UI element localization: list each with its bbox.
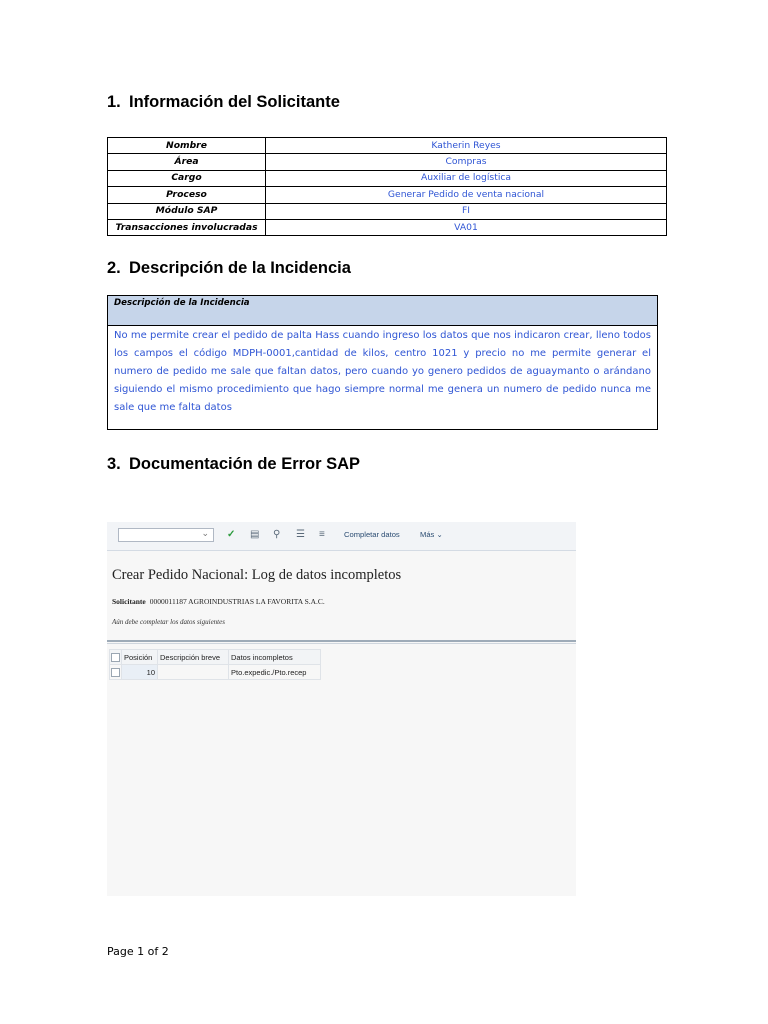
sap-solicitante [112, 597, 325, 606]
field-label-cargo: Cargo [108, 170, 266, 186]
list-icon[interactable]: ☰ [296, 529, 305, 540]
sap-divider-thin [107, 643, 576, 644]
table-row [108, 154, 667, 170]
field-value-area: Compras [266, 154, 667, 170]
section-1-number: 1. [107, 93, 121, 111]
chevron-down-icon: ⌄ [436, 530, 443, 539]
save-icon[interactable]: ▤ [250, 529, 260, 540]
field-label-area: Área [108, 154, 266, 170]
table-row [108, 219, 667, 235]
table-row [108, 203, 667, 219]
section-1-title: Información del Solicitante [129, 93, 340, 111]
column-header-descripcion[interactable]: Descripción breve [158, 650, 229, 665]
column-header-datos[interactable]: Datos incompletos [229, 650, 321, 665]
search-icon[interactable]: ⚲ [273, 529, 281, 540]
table-row [108, 138, 667, 154]
field-label-modulo: Módulo SAP [108, 203, 266, 219]
section-2-title: Descripción de la Incidencia [129, 259, 351, 277]
cell-datos-incompletos[interactable]: Pto.expedic./Pto.recep [229, 665, 321, 680]
section-2-number: 2. [107, 259, 121, 277]
section-3-title: Documentación de Error SAP [129, 455, 361, 473]
incident-description-text: No me permite crear el pedido de palta Hass cuando ingreso los datos que nos indicaron crear, lleno todos los campos el código MDPH-0001,cantidad de kilos, centro 1021 y precio no me permite generar el numero de pedido me sale que faltan datos, pero cuando yo genero pedidos de aguaymanto o arándano siguiendo el mismo procedimiento que hago siempre normal me genera un numero de pedido nunca me sale que me falta datos [114, 330, 651, 413]
field-label-proceso: Proceso [108, 187, 266, 203]
table-row[interactable] [110, 665, 321, 680]
field-value-cargo: Auxiliar de logística [266, 170, 667, 186]
section-3-number: 3. [107, 455, 121, 473]
chevron-down-icon: ⌄ [201, 528, 209, 538]
row-checkbox[interactable] [110, 665, 122, 680]
field-value-proceso: Generar Pedido de venta nacional [266, 187, 667, 203]
incomplete-data-grid [109, 649, 321, 680]
field-value-nombre: Katherin Reyes [266, 138, 667, 154]
cell-descripcion[interactable] [158, 665, 229, 680]
requester-info-table [107, 137, 667, 236]
sap-screen-title: Crear Pedido Nacional: Log de datos incompletos [112, 567, 402, 583]
column-header-posicion[interactable]: Posición [122, 650, 158, 665]
section-3-heading [107, 455, 360, 474]
sap-command-select[interactable] [118, 528, 214, 542]
table-row [108, 170, 667, 186]
field-value-modulo: FI [266, 203, 667, 219]
incident-box-header: Descripción de la Incidencia [108, 296, 657, 326]
page-footer: Page 1 of 2 [107, 945, 169, 958]
sap-toolbar [107, 522, 576, 551]
table-row [108, 187, 667, 203]
section-2-heading [107, 259, 351, 278]
cell-posicion[interactable]: 10 [122, 665, 158, 680]
sap-divider [107, 640, 576, 642]
more-menu-label: Más [420, 530, 435, 539]
complete-data-button[interactable]: Completar datos [344, 530, 400, 539]
select-all-checkbox[interactable] [110, 650, 122, 665]
section-1-heading [107, 93, 340, 112]
field-value-transacciones: VA01 [266, 219, 667, 235]
sap-error-screenshot [107, 522, 576, 896]
field-label-transacciones: Transacciones involucradas [108, 219, 266, 235]
field-label-nombre: Nombre [108, 138, 266, 154]
sap-solicitante-value: 0000011187 AGROINDUSTRIAS LA FAVORITA S.A.C. [149, 597, 325, 606]
grid-header-row [110, 650, 321, 665]
check-icon[interactable]: ✓ [227, 529, 236, 540]
sap-solicitante-label: Solicitante [112, 597, 146, 606]
sap-subtitle: Aún debe completar los datos siguientes [112, 618, 225, 626]
details-list-icon[interactable]: ≡ [319, 529, 325, 540]
incident-description-box [107, 295, 658, 430]
more-menu-button[interactable] [420, 530, 443, 539]
